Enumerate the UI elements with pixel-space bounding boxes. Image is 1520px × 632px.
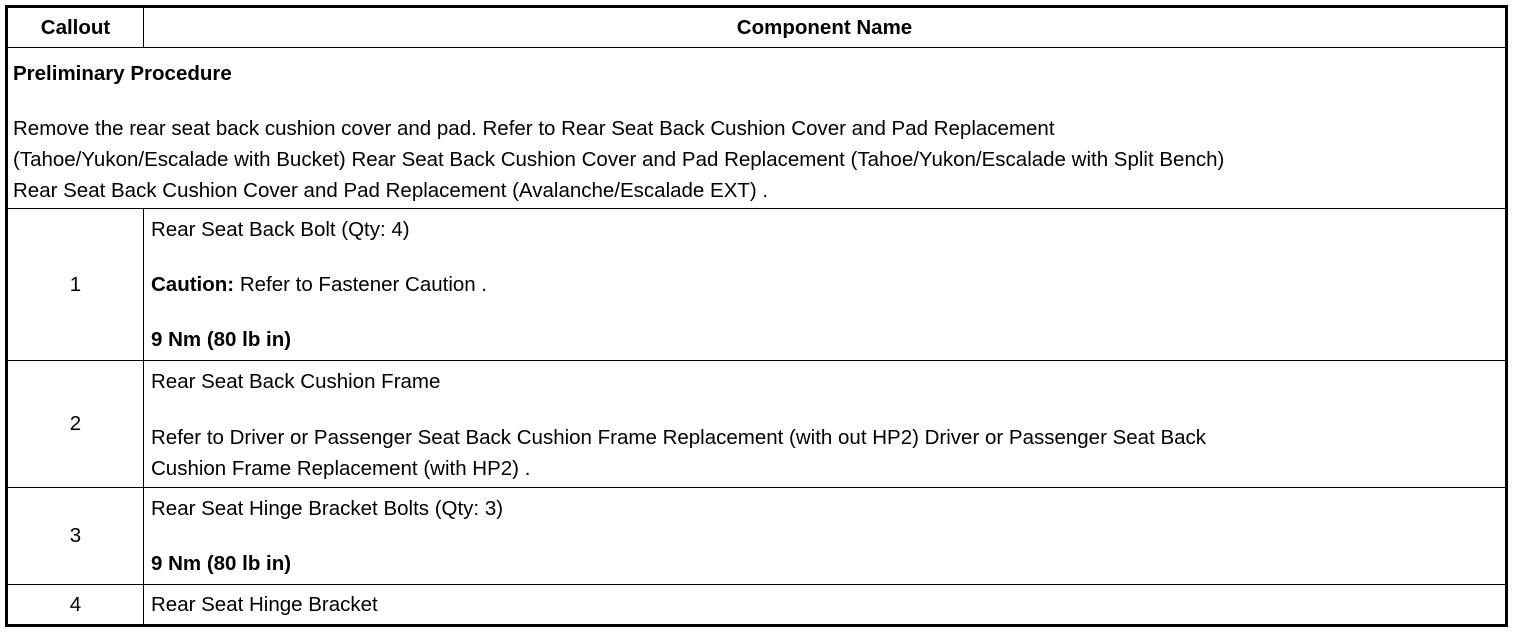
table-row (8, 488, 1505, 585)
table-header-row (8, 8, 1505, 48)
component-name: Rear Seat Hinge Bracket Bolts (Qty: 3) (151, 497, 504, 520)
component-name: Rear Seat Back Cushion Frame (151, 370, 441, 393)
torque-spec: 9 Nm (80 lb in) (151, 328, 292, 351)
preliminary-title: Preliminary Procedure (13, 62, 232, 85)
component-name-header: Component Name (736, 15, 913, 39)
preliminary-text-line: Remove the rear seat back cushion cover and pad. Refer to Rear Seat Back Cushion Cover and Pad Replacement (13, 117, 1055, 140)
callout-cell: 3 (8, 488, 144, 584)
table-row (8, 209, 1505, 361)
preliminary-text-line: Rear Seat Back Cushion Cover and Pad Replacement (Avalanche/Escalade EXT) . (13, 179, 769, 202)
component-name: Rear Seat Hinge Bracket (151, 593, 378, 616)
table-row (8, 361, 1505, 488)
preliminary-procedure-row (8, 48, 1505, 209)
reference-note-line: Refer to Driver or Passenger Seat Back Cushion Frame Replacement (with out HP2) Driver or Passenger Seat Back (151, 426, 1207, 449)
reference-note-line: Cushion Frame Replacement (with HP2) . (151, 457, 531, 480)
component-name: Rear Seat Back Bolt (Qty: 4) (151, 218, 410, 241)
preliminary-text-line: (Tahoe/Yukon/Escalade with Bucket) Rear Seat Back Cushion Cover and Pad Replacement (Tahoe/Yukon/Escalade with Split Bench) (13, 148, 1225, 171)
callout-cell: 2 (8, 361, 144, 487)
callout-cell: 1 (8, 209, 144, 360)
callout-cell: 4 (8, 585, 144, 624)
table-row (8, 585, 1505, 624)
caution-note: Caution: Refer to Fastener Caution . (151, 273, 488, 296)
torque-spec: 9 Nm (80 lb in) (151, 552, 292, 575)
callout-header: Callout (8, 8, 144, 47)
component-table (5, 5, 1508, 627)
